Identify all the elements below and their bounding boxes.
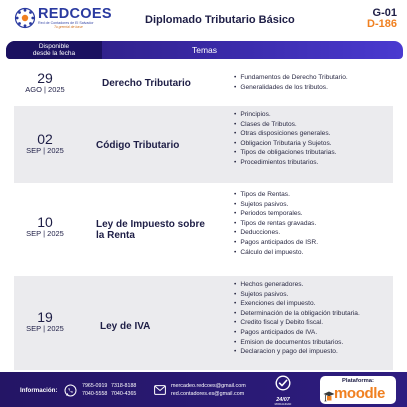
mail-icon (154, 385, 166, 395)
badge-number: 24/07 (276, 397, 290, 403)
topic-item: • Hechos generadores. (234, 280, 360, 290)
topics-list (234, 110, 336, 168)
column-available (6, 41, 102, 59)
topic-item: • Otras disposiciones generales. (234, 129, 336, 139)
column-header-bar (6, 41, 403, 59)
code-secondary: D-186 (367, 18, 397, 30)
module-month-year: SEP | 2025 (26, 146, 64, 155)
course-codes (367, 8, 397, 30)
email-address[interactable]: red.contadores.es@gmail.com (171, 390, 245, 397)
phone-numbers (82, 383, 140, 399)
phone-number: 7040-4365 (111, 390, 137, 397)
topic-item: • Periodos temporales. (234, 209, 318, 219)
module-date (14, 215, 76, 239)
module-month-year: SEP | 2025 (26, 324, 64, 333)
topic-item: • Obligacion Tributaria y Sujetos. (234, 139, 336, 149)
logo-subtitle: Red de Contadores de El Salvador (38, 21, 94, 25)
whatsapp-icon (64, 384, 77, 397)
module-subject-line: Ley de Impuesto sobre (96, 219, 205, 230)
topic-item: • Procedimientos tributarios. (234, 158, 336, 168)
topic-item: • Determinación de la obligación tributaria. (234, 309, 360, 319)
topic-item: • Tipos de Rentas. (234, 190, 318, 200)
module-day: 19 (37, 309, 53, 325)
topics-list (234, 190, 318, 257)
logo-name: REDCOES (38, 6, 112, 22)
phone-number: 7965-0919 (82, 383, 108, 389)
phone-number: 7040-5558 (82, 390, 108, 397)
topic-item: • Generalidades de los tributos. (234, 83, 348, 93)
module-row (14, 62, 393, 100)
checkmark-badge-icon (275, 375, 291, 391)
module-date (14, 132, 76, 156)
topic-item: • Credito fiscal y Debito fiscal. (234, 318, 360, 328)
module-subject-line: Ley de IVA (100, 321, 151, 332)
logo-mark-icon (14, 7, 36, 29)
topic-item: • Clases de Tributos. (234, 120, 336, 130)
module-day: 02 (37, 131, 53, 147)
email-address[interactable]: mercadeo.redcoes@gmail.com (171, 383, 246, 389)
platform-box (320, 376, 396, 404)
module-day: 29 (37, 70, 53, 86)
module-row (14, 276, 393, 370)
email-addresses (171, 383, 246, 399)
topic-item: • Fundamentos de Derecho Tributario. (234, 73, 348, 83)
badge-caption: MODALIDAD (274, 402, 292, 406)
code-primary: G-01 (372, 7, 397, 19)
platform-label: Plataforma: (342, 378, 374, 384)
info-label: Información: (20, 387, 58, 394)
column-available-line2: desde la fecha (32, 50, 76, 57)
module-subject (100, 321, 150, 332)
topic-item: • Declaracion y pago del impuesto. (234, 347, 360, 357)
module-day: 10 (37, 214, 53, 230)
module-date (14, 71, 76, 95)
footer (0, 372, 407, 407)
column-available-line1: Disponible (38, 43, 70, 50)
module-subject (102, 78, 191, 89)
topic-item: • Exenciones del impuesto. (234, 299, 360, 309)
header (0, 0, 407, 38)
topic-item: • Emision de documentos tributarios. (234, 338, 360, 348)
module-month-year: SEP | 2025 (26, 229, 64, 238)
module-row (14, 106, 393, 183)
module-row (14, 186, 393, 272)
module-subject-line: Código Tributario (96, 140, 180, 151)
logo (14, 7, 112, 29)
page-title: Diplomado Tributario Básico (145, 14, 295, 26)
schedule-badge (270, 375, 296, 406)
module-subject (96, 140, 179, 151)
module-month-year: AGO | 2025 (25, 85, 65, 94)
topic-item: • Principios. (234, 110, 336, 120)
column-topics: Temas (192, 45, 218, 55)
module-date (14, 310, 76, 334)
topic-item: • Sujetos pasivos. (234, 290, 360, 300)
module-subject-line: Derecho Tributario (102, 78, 191, 89)
topic-item: • Pagos anticipados de ISR. (234, 238, 318, 248)
logo-tagline: Tu gremial de base (54, 25, 83, 30)
topic-item: • Deducciones. (234, 228, 318, 238)
topic-item: • Cálculo del impuesto. (234, 248, 318, 258)
module-subject-line: la Renta (96, 230, 135, 241)
topic-item: • Pagos anticipados de IVA. (234, 328, 360, 338)
topic-item: • Tipos de obligaciones tributarias. (234, 148, 336, 158)
module-subject (96, 219, 205, 241)
phone-number: 7318-8188 (111, 383, 137, 389)
topics-list (234, 280, 360, 357)
platform-name: moodle (334, 385, 385, 402)
topics-list (234, 73, 348, 92)
topic-item: • Sujetos pasivos. (234, 200, 318, 210)
topic-item: • Tipos de rentas gravadas. (234, 219, 318, 229)
